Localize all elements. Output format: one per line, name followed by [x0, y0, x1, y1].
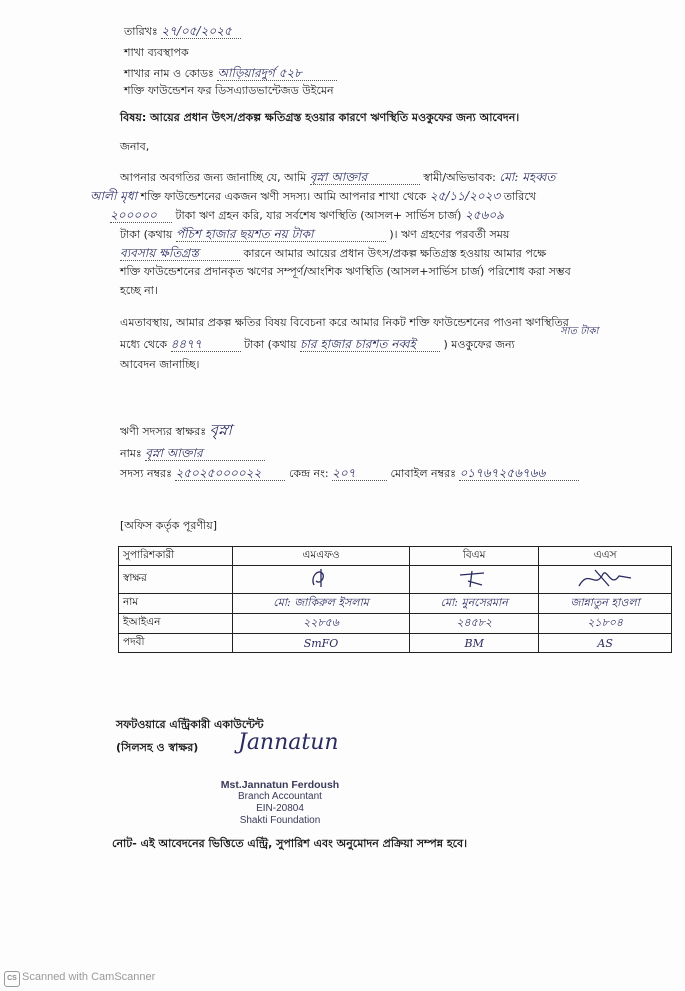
- bm-signature: [410, 566, 539, 594]
- date-line: [124, 24, 241, 39]
- member-name-handwritten: বৃস্না আক্তার: [310, 170, 420, 185]
- body-line-7: হচ্ছে না।: [120, 284, 158, 297]
- reason-handwritten: ব্যবসায় ক্ষতিগ্রস্ত: [120, 246, 240, 261]
- as-name: জান্নাতুন হাওলা: [539, 594, 672, 614]
- note-line: নোট- এই আবেদনের ভিত্তিতে এন্ট্রি, সুপারিশ এবং অনুমোদন প্রক্রিয়া সম্পন্ন হবে।: [112, 837, 468, 850]
- member-sign-line: [120, 423, 232, 439]
- body-line-3: ২০০০০০ টাকা ঋণ গ্রহন করি, যার সর্বশেষ ঋণস্থিতি (আসল+ সার্ভিস চার্জ) ২৫৬০৯: [110, 208, 504, 222]
- body-line-2: আলী মৃধা শক্তি ফাউন্ডেশনের একজন ঋণী সদস্য। আমি আপনার শাখা থেকে ২৫/১১/২০২৩ তারিখে: [90, 189, 536, 203]
- branch-value: আড়িয়ারদুর্গ ৫২৮: [217, 66, 337, 81]
- header-mfo: এমএফও: [233, 547, 410, 566]
- header-recommender: সুপারিশকারী: [119, 547, 233, 566]
- member-name-line: [120, 446, 265, 461]
- branch-line: [124, 66, 337, 81]
- accountant-title: সফটওয়ারে এন্ট্রিকারী একাউন্টেন্ট: [116, 718, 264, 731]
- balance-words-handwritten: পঁচিশ হাজার ছয়শত নয় টাকা: [176, 227, 386, 242]
- member-sign-label: ঋণী সদস্যর স্বাক্ষরঃ: [120, 425, 207, 438]
- branch-label: শাখার নাম ও কোডঃ: [124, 67, 214, 80]
- body-line-5: ব্যবসায় ক্ষতিগ্রস্ত কারনে আমার আয়ের প্রধান উৎস/প্রকল্প ক্ষতিগ্রস্ত হওয়ায় আমার পক্ষে: [120, 246, 547, 260]
- center-number-value: ২০৭: [332, 466, 387, 481]
- stamp-title: Branch Accountant: [238, 791, 322, 802]
- row-label-signature: স্বাক্ষর: [119, 566, 233, 594]
- row-label-designation: পদবী: [119, 634, 233, 653]
- bm-designation: BM: [410, 634, 539, 653]
- balance-handwritten: ২৫৬০৯: [464, 208, 504, 222]
- mfo-name: মো: জাকিরুল ইসলাম: [233, 594, 410, 614]
- member-name-value: বৃস্না আক্তার: [145, 446, 265, 461]
- body-line-8: এমতাবস্থায়, আমার প্রকল্প ক্ষতির বিষয় বিবেচনা করে আমার নিকট শক্তি ফাউন্ডেশনের পাওনা ঋণস্থিতির: [120, 316, 569, 329]
- loan-amount-handwritten: ২০০০০০: [110, 208, 172, 223]
- bm-ein: ২৪৫৮২: [410, 614, 539, 634]
- as-ein: ২১৮০৪: [539, 614, 672, 634]
- mfo-designation: SmFO: [233, 634, 410, 653]
- table-row: [119, 634, 672, 653]
- mobile-number-value: ০১৭৬৭২৫৬৭৬৬: [459, 466, 579, 481]
- header-bm: বিএম: [410, 547, 539, 566]
- member-name-label: নামঃ: [120, 447, 142, 460]
- salutation: জনাব,: [120, 140, 150, 153]
- mfo-signature: [233, 566, 410, 594]
- accountant-stamp: [205, 779, 355, 827]
- scanned-with-label: Scanned with CamScanner: [22, 971, 156, 983]
- body-line-4: টাকা (কথায় পঁচিশ হাজার ছয়শত নয় টাকা )। ঋণ গ্রহণের পরবর্তী সময়: [120, 227, 510, 241]
- waive-words-handwritten: চার হাজার চারশত নব্বই: [300, 337, 440, 352]
- loan-date-handwritten: ২৫/১১/২০২৩: [429, 189, 501, 203]
- branch-manager-label: শাখা ব্যবস্থাপক: [124, 46, 189, 59]
- row-label-name: নাম: [119, 594, 233, 614]
- member-signature: বৃস্না: [209, 421, 232, 439]
- accountant-signature: Jannatun: [238, 730, 339, 755]
- accountant-seal-label: (সিলসহ ও স্বাক্ষর): [116, 741, 199, 754]
- subject-line: বিষয়: আয়ের প্রধান উৎস/প্রকল্প ক্ষতিগ্রস্ত হওয়ার কারণে ঋণস্থিতি মওকুফের জন্য আবেদন।: [120, 111, 520, 124]
- date-label: তারিখঃ: [124, 25, 158, 38]
- mfo-ein: ২২৮৫৬: [233, 614, 410, 634]
- as-designation: AS: [539, 634, 672, 653]
- stamp-name: Mst.Jannatun Ferdoush: [220, 779, 340, 791]
- table-row: [119, 614, 672, 634]
- scanner-footer: [0, 966, 685, 991]
- date-value: ২৭/০৫/২০২৫: [161, 24, 241, 39]
- row-label-ein: ইআইএন: [119, 614, 233, 634]
- waive-amount-handwritten: ৪৪৭৭: [171, 337, 241, 352]
- office-table-header: [119, 547, 672, 566]
- guardian-handwritten: মো: মহব্বত: [499, 170, 556, 184]
- office-section-label: [অফিস কর্তৃক পূরণীয়]: [120, 519, 217, 532]
- camscanner-logo-icon: CS: [4, 971, 20, 987]
- member-info-line: সদস্য নম্বরঃ ২৫০২৫০০০০২২ কেন্দ্র নং: ২০৭ মোবাইল নম্বরঃ ০১৭৬৭২৫৬৭৬৬: [120, 466, 579, 481]
- bm-name: মো: মুনসেরমান: [410, 594, 539, 614]
- member-number-value: ২৫০২৫০০০০২২: [175, 466, 285, 481]
- body-line-9: মধ্যে থেকে ৪৪৭৭ টাকা (কথায় চার হাজার চারশত নব্বই ) মওকুফের জন্য: [120, 337, 515, 351]
- stamp-org: Shakti Foundation: [239, 815, 321, 826]
- guardian-handwritten-2: আলী মৃধা: [90, 189, 138, 203]
- waive-words-handwritten-2: সাত টাকা: [560, 326, 599, 337]
- as-signature: [539, 566, 672, 594]
- body-line-10: আবেদন জানাচ্ছি।: [120, 358, 200, 371]
- org-line: শক্তি ফাউন্ডেশন ফর ডিসএ্যাডভান্টেজড উইমেন: [124, 84, 334, 97]
- office-table: [118, 546, 672, 653]
- table-row: [119, 594, 672, 614]
- table-row: [119, 566, 672, 594]
- body-line-1: আপনার অবগতির জন্য জানাচ্ছি যে, আমি বৃস্না আক্তার স্বামী/অভিভাবক: মো: মহব্বত: [120, 170, 556, 184]
- body-line-6: শক্তি ফাউন্ডেশনের প্রদানকৃত ঋণের সম্পূর্ণ/আংশিক ঋণস্থিতি (আসল+সার্ভিস চার্জ) পরিশোধ করা সম্ভব: [120, 265, 571, 278]
- stamp-ein: EIN-20804: [256, 803, 304, 814]
- header-as: এএস: [539, 547, 672, 566]
